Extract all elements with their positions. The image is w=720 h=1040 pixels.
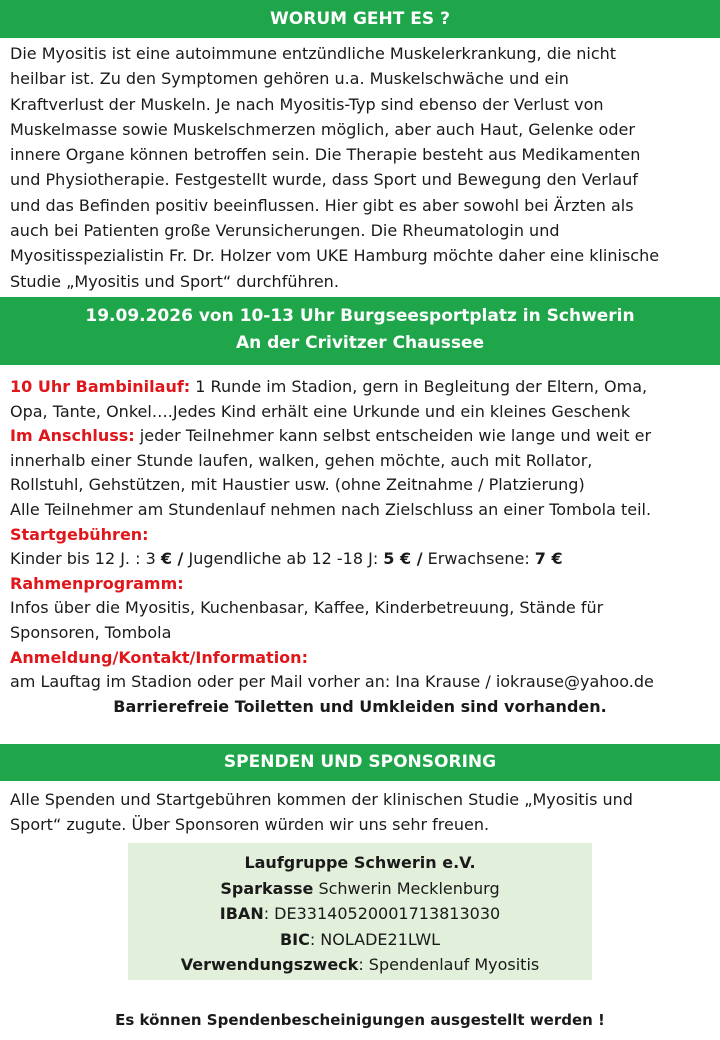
intro-line: Myositisspezialistin Fr. Dr. Holzer vom UKE Hamburg möchte daher eine klinische <box>10 246 660 266</box>
bank-iban <box>128 901 592 927</box>
intro-paragraph <box>10 41 712 294</box>
footer-note: Es können Spendenbescheinigungen ausgestellt werden ! <box>115 1011 605 1029</box>
donations-line: Alle Spenden und Startgebühren kommen der klinischen Studie „Myositis und <box>10 790 633 809</box>
intro-line: und das Befinden positiv beeinflussen. Hier gibt es aber sowohl bei Ärzten als <box>10 195 634 215</box>
program-line-2: Sponsoren, Tombola <box>10 622 172 642</box>
bic-label: BIC <box>279 929 310 949</box>
anschluss-line-2: innerhalb einer Stunde laufen, walken, gehen möchte, auch mit Rollator, <box>10 450 593 470</box>
fees-line <box>10 547 712 572</box>
intro-line: Studie „Myositis und Sport“ durchführen. <box>10 271 339 291</box>
bank-details-box <box>128 843 592 980</box>
event-date-location: 19.09.2026 von 10-13 Uhr Burgseesportplatz in Schwerin <box>85 306 635 326</box>
purpose-value: : Spendenlauf Myositis <box>358 955 540 974</box>
purpose-label: Verwendungszweck <box>180 955 359 974</box>
intro-line: Kraftverlust der Muskeln. Je nach Myositis-Typ sind ebenso der Verlust von <box>10 94 604 114</box>
intro-line: Muskelmasse sowie Muskelschmerzen möglich, aber auch Haut, Gelenke oder <box>10 119 635 139</box>
bank-bic <box>128 927 592 953</box>
program-line: Infos über die Myositis, Kuchenbasar, Kaffee, Kinderbetreuung, Stände für <box>10 598 604 618</box>
program-label: Rahmenprogramm: <box>10 573 184 593</box>
event-header <box>0 297 720 365</box>
bambini-label: 10 Uhr Bambinilauf: <box>10 377 191 396</box>
bank-name-bold: Sparkasse <box>220 878 314 898</box>
tombola-line: Alle Teilnehmer am Stundenlauf nehmen nach Zielschluss an einer Tombola teil. <box>10 499 652 519</box>
bank-org: Laufgruppe Schwerin e.V. <box>244 853 476 872</box>
bic-value: : NOLADE21LWL <box>309 929 441 949</box>
iban-value: : DE33140520001713813030 <box>263 904 501 923</box>
donations-paragraph <box>10 787 712 837</box>
bambini-line <box>10 375 712 400</box>
anschluss-line-3: Rollstuhl, Gehstützen, mit Haustier usw. (ohne Zeitnahme / Platzierung) <box>10 475 585 495</box>
fee-youth-bold: 5 € / <box>383 549 423 569</box>
anschluss-line <box>10 424 712 449</box>
intro-line: und Physiotherapie. Festgestellt wurde, dass Sport und Bewegung den Verlauf <box>10 170 638 190</box>
fees-label: Startgebühren: <box>10 524 149 544</box>
bank-purpose <box>128 952 592 978</box>
bambini-line-2: Opa, Tante, Onkel….Jedes Kind erhält eine Urkunde und ein kleines Geschenk <box>10 401 631 421</box>
event-address: An der Crivitzer Chaussee <box>235 333 485 353</box>
bambini-text: 1 Runde im Stadion, gern in Begleitung der Eltern, Oma, <box>190 377 648 396</box>
iban-label: IBAN <box>219 904 264 923</box>
event-details <box>10 375 712 719</box>
bank-name <box>128 876 592 902</box>
anschluss-label: Im Anschluss: <box>10 426 135 446</box>
section-header-worum: WORUM GEHT ES ? <box>0 0 720 38</box>
contact-line: am Lauftag im Stadion oder per Mail vorher an: Ina Krause / iokrause@yahoo.de <box>10 672 654 692</box>
intro-line: innere Organe können betroffen sein. Die Therapie besteht aus Medikamenten <box>10 145 641 165</box>
fee-adult: Erwachsene: <box>422 549 535 569</box>
donations-line-2: Sport“ zugute. Über Sponsoren würden wir uns sehr freuen. <box>10 815 490 834</box>
fee-kids-bold: € / <box>160 549 184 569</box>
fee-youth: Jugendliche ab 12 -18 J: <box>183 549 384 569</box>
facilities-note: Barrierefreie Toiletten und Umkleiden sind vorhanden. <box>113 696 607 716</box>
intro-line: Die Myositis ist eine autoimmune entzündliche Muskelerkrankung, die nicht <box>10 44 617 63</box>
intro-line: heilbar ist. Zu den Symptomen gehören u.a. Muskelschwäche und ein <box>10 69 569 89</box>
intro-line: auch bei Patienten große Verunsicherungen. Die Rheumatologin und <box>10 221 560 241</box>
section-header-spenden: SPENDEN UND SPONSORING <box>0 744 720 781</box>
fee-adult-bold: 7 € <box>534 549 563 569</box>
anschluss-text: jeder Teilnehmer kann selbst entscheiden wie lange und weit er <box>134 426 652 446</box>
bank-name-rest: Schwerin Mecklenburg <box>313 878 500 898</box>
fee-kids: Kinder bis 12 J. : 3 <box>10 549 161 569</box>
contact-label: Anmeldung/Kontakt/Information: <box>10 647 308 667</box>
